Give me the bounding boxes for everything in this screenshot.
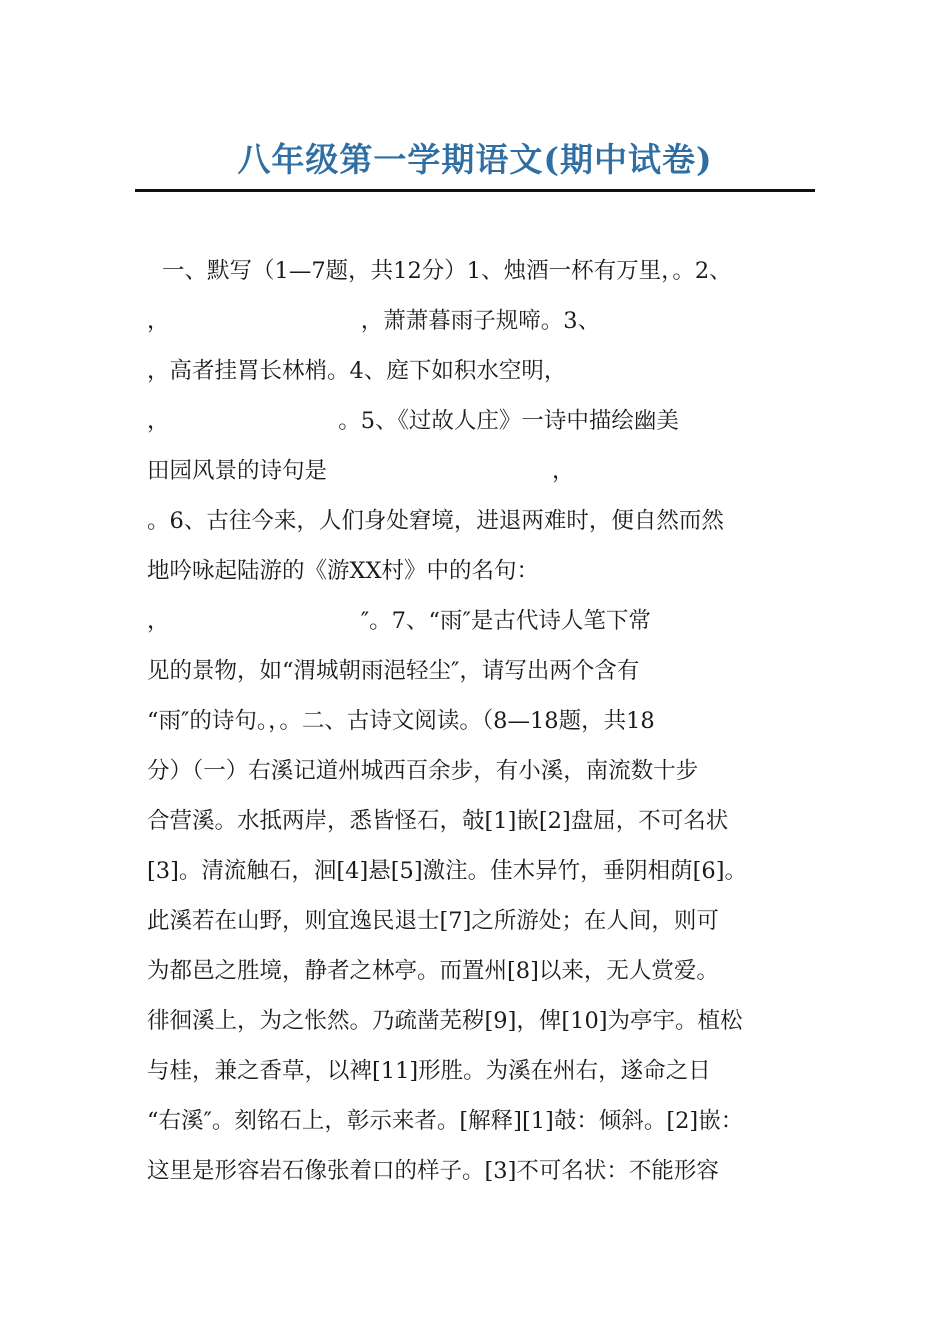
text-line: 为都邑之胜境，静者之林亭。而置州[8]以来，无人赏爱。 <box>147 958 719 984</box>
text-line: “右溪″。刻铭石上，彰示来者。[解释][1]攲：倾斜。[2]嵌： <box>147 1108 744 1134</box>
text-line: “雨″的诗句。，。二、古诗文阅读。（8—18题，共18 <box>147 708 655 734</box>
text-line: ， 。5、《过故人庄》一诗中描绘幽美 <box>147 408 679 434</box>
document-title: 八年级第一学期语文(期中试卷) <box>237 140 713 179</box>
text-line: 此溪若在山野，则宜逸民退士[7]之所游处；在人间，则可 <box>147 908 719 934</box>
title-underline <box>135 189 815 192</box>
text-line: [3]。清流触石，洄[4]悬[5]激注。佳木异竹，垂阴相荫[6]。 <box>147 858 747 884</box>
text-line: 分）（一）右溪记道州城西百余步，有小溪，南流数十步 <box>147 758 699 784</box>
text-line: 一、默写（1—7题，共12分）1、烛酒一杯有万里，。2、 <box>162 258 732 284</box>
text-line: 这里是形容岩石像张着口的样子。[3]不可名状：不能形容 <box>147 1158 719 1184</box>
text-line: 徘徊溪上，为之怅然。乃疏凿芜秽[9]，俾[10]为亭宇。植松 <box>147 1008 743 1034</box>
text-line: 与桂，兼之香草，以裨[11]形胜。为溪在州右，遂命之日 <box>147 1058 711 1084</box>
text-line: ，高者挂罥长林梢。4、庭下如积水空明， <box>147 358 567 384</box>
text-line: 田园风景的诗句是 ， <box>147 458 575 484</box>
text-line: 地吟咏起陆游的《游XX村》中的名句： <box>147 558 540 584</box>
text-line: 。6、古往今来，人们身处窘境，进退两难时，便自然而然 <box>147 508 724 534</box>
document-body <box>147 246 807 1196</box>
text-line: ， ″。7、“雨″是古代诗人笔下常 <box>147 608 651 634</box>
text-line: 见的景物，如“渭城朝雨浥轻尘″，请写出两个含有 <box>147 658 640 684</box>
text-line: 合营溪。水抵两岸，悉皆怪石，攲[1]嵌[2]盘屈，不可名状 <box>147 808 729 834</box>
text-line: ， ，萧萧暮雨子规啼。3、 <box>147 308 601 334</box>
